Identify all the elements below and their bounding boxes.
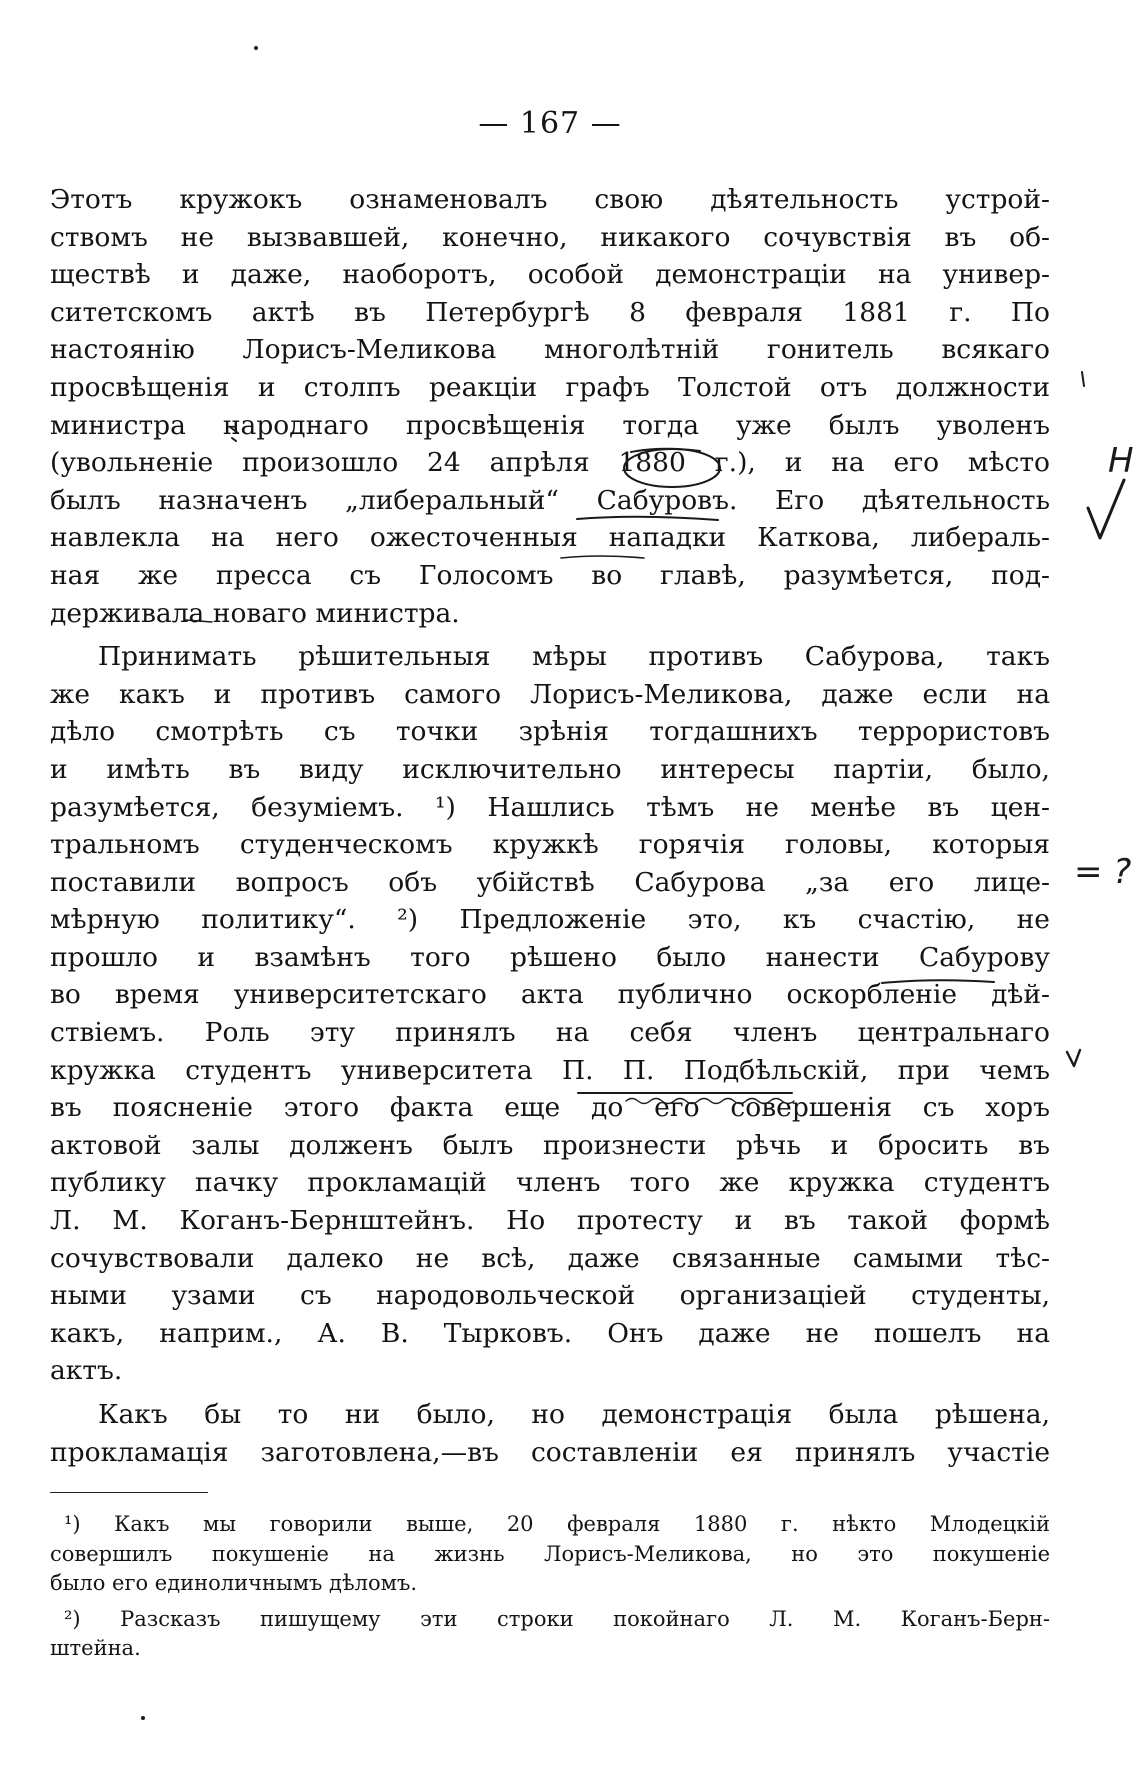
text-line: министра народнаго просвѣщенія тогда уже былъ уволенъ — [50, 409, 1050, 441]
margin-note-top: Н — [1108, 441, 1134, 481]
footnote-divider — [50, 1492, 208, 1493]
footnote-1 — [50, 1510, 1050, 1599]
stray-dot — [141, 1716, 145, 1720]
text-line: просвѣщенія и столпъ реакціи графъ Толстой отъ должности — [50, 371, 1050, 403]
stray-dot — [254, 46, 258, 50]
footnote-line: ²) Разсказъ пишущему эти строки покойнаго Л. М. Коганъ-Берн- — [64, 1606, 1050, 1631]
text-line: Этотъ кружокъ ознаменовалъ свою дѣятельность устрой- — [50, 184, 1050, 215]
check-mark — [1067, 1050, 1080, 1066]
margin-tick — [1082, 372, 1084, 386]
page-number: — 167 — — [478, 106, 622, 141]
text-line: Л. М. Коганъ-Бернштейнъ. Но протесту и въ такой формѣ — [50, 1205, 1050, 1237]
text-line: ными узами съ народовольческой организаціей студенты, — [50, 1280, 1050, 1312]
footnote-2 — [50, 1605, 1050, 1664]
margin-note-middle: = ? — [1074, 852, 1132, 892]
text-line: ствіемъ. Роль эту принялъ на себя членъ центральнаго — [50, 1017, 1050, 1049]
text-line: кружка студентъ университета П. П. Подбѣльскій, при чемъ — [50, 1054, 1050, 1086]
text-line: въ поясненіе этого факта еще до его совершенія съ хоръ — [50, 1092, 1050, 1124]
text-line: ствомъ не вызвавшей, конечно, никакого сочувствія въ об- — [50, 221, 1050, 253]
text-line: разумѣется, безуміемъ. ¹) Нашлись тѣмъ не менѣе въ цен- — [50, 791, 1050, 823]
text-line: навлекла на него ожесточенныя нападки Каткова, либераль- — [50, 522, 1050, 554]
text-line: держивала новаго министра. — [50, 597, 460, 629]
paragraph-3 — [50, 1396, 1050, 1471]
text-line: Какъ бы то ни было, но демонстрація была рѣшена, — [98, 1399, 1050, 1430]
text-line: (увольненіе произошло 24 апрѣля 1880 г.), и на его мѣсто — [50, 447, 1050, 479]
text-line: актовой залы долженъ былъ произнести рѣчь и бросить въ — [50, 1129, 1050, 1161]
text-line: дѣло смотрѣть съ точки зрѣнія тогдашнихъ террористовъ — [50, 716, 1050, 748]
footnote-line: совершилъ покушеніе на жизнь Лорисъ-Меликова, но это покушеніе — [50, 1541, 1050, 1566]
footnote-line: ¹) Какъ мы говорили выше, 20 февраля 1880 г. нѣкто Млодецкій — [64, 1512, 1050, 1536]
text-line: сочувствовали далеко не всѣ, даже связанные самыми тѣс- — [50, 1242, 1050, 1274]
footnote-line: штейна. — [50, 1636, 141, 1660]
text-line: настоянію Лорисъ-Меликова многолѣтній гонитель всякаго — [50, 334, 1050, 366]
text-line: мѣрную политику“. ²) Предложеніе это, къ счастію, не — [50, 904, 1050, 936]
text-line: публику пачку прокламацій членъ того же кружка студентъ — [50, 1167, 1050, 1199]
text-line: ситетскомъ актѣ въ Петербургѣ 8 февраля 1881 г. По — [50, 296, 1050, 328]
text-line: ществѣ и даже, наоборотъ, особой демонстраціи на универ- — [50, 259, 1050, 291]
paragraph-2 — [50, 638, 1050, 1390]
text-line: во время университетскаго акта публично оскорбленіе дѣй- — [50, 979, 1050, 1011]
footnote-line: было его единоличнымъ дѣломъ. — [50, 1571, 418, 1595]
footnotes — [50, 1510, 1050, 1664]
text-line: какъ, наприм., А. В. Тырковъ. Онъ даже не пошелъ на — [50, 1317, 1050, 1349]
text-line: актъ. — [50, 1355, 123, 1387]
text-line: былъ назначенъ „либеральный“ Сабуровъ. Его дѣятельность — [50, 484, 1050, 516]
text-line: Принимать рѣшительныя мѣры противъ Сабурова, такъ — [98, 641, 1050, 673]
body-text — [50, 181, 1050, 1471]
text-line: и имѣть въ виду исключительно интересы партіи, было, — [50, 753, 1050, 785]
text-line: же какъ и противъ самого Лорисъ-Меликова, даже если на — [50, 678, 1050, 710]
text-line: прокламація заготовлена,—въ составленіи ея принялъ участіе — [50, 1436, 1050, 1468]
text-line: ная же пресса съ Голосомъ во главѣ, разумѣется, под- — [50, 559, 1050, 591]
text-line: поставили вопросъ объ убійствѣ Сабурова „за его лице- — [50, 866, 1050, 898]
text-line: прошло и взамѣнъ того рѣшено было нанести Сабурову — [50, 941, 1050, 973]
text-line: тральномъ студенческомъ кружкѣ горячія головы, которыя — [50, 829, 1050, 861]
check-mark — [1088, 480, 1124, 538]
paragraph-1 — [50, 181, 1050, 632]
